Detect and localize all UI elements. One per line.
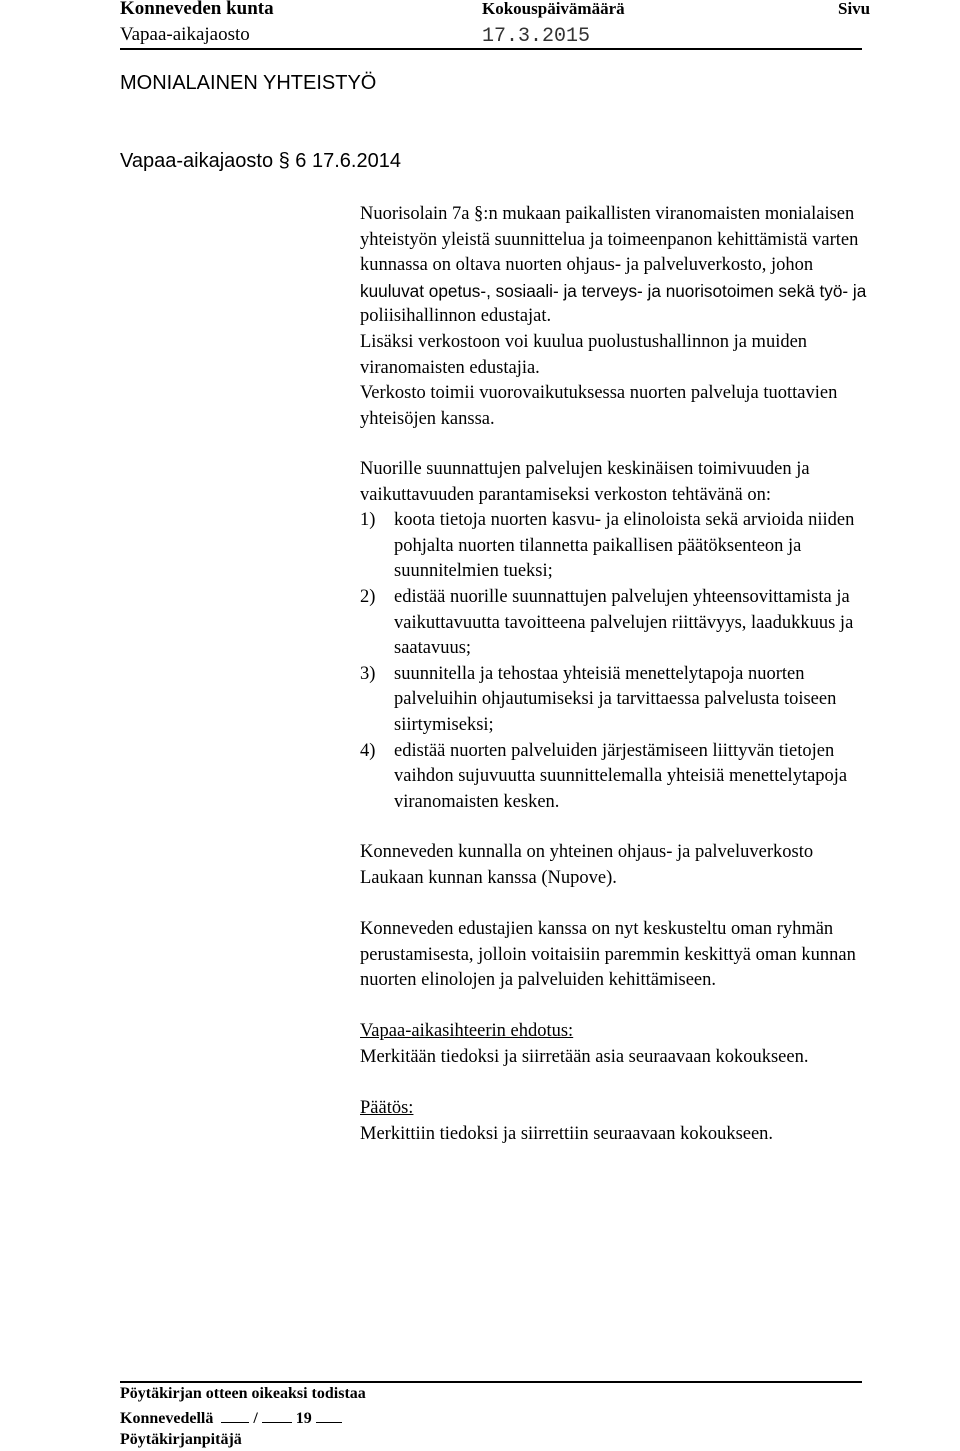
- list-item-line: viranomaisten kesken.: [394, 791, 560, 812]
- discussion-line: nuorten elinolojen ja palveluiden kehittämiseen.: [360, 970, 717, 991]
- certification-label: Pöytäkirjan otteen oikeaksi todistaa: [120, 1385, 366, 1402]
- list-item-line: saatavuus;: [394, 638, 472, 659]
- list-item-number: 1): [360, 510, 376, 531]
- list-item-line: suunnitelmien tueksi;: [394, 561, 553, 582]
- certification-place-line: [120, 1408, 342, 1428]
- network-line: Laukaan kunnan kanssa (Nupove).: [360, 867, 617, 888]
- footer-rule: [120, 1381, 862, 1383]
- meeting-date: 17.3.2015: [482, 25, 591, 48]
- page-label: Sivu: [838, 0, 871, 18]
- signer-label: Pöytäkirjanpitäjä: [120, 1431, 242, 1448]
- tasks-intro-line: Nuorille suunnattujen palvelujen keskinäisen toimivuuden ja: [360, 459, 810, 479]
- decision-label: Päätös:: [360, 1098, 414, 1118]
- proposal-text: Merkitään tiedoksi ja siirretään asia seuraavaan kokoukseen.: [360, 1046, 809, 1067]
- intro-line: kunnassa on oltava nuorten ohjaus- ja palveluverkosto, johon: [360, 255, 814, 276]
- discussion-line: perustamisesta, jolloin voitaisiin paremmin keskittyä oman kunnan: [360, 944, 856, 965]
- list-item: [360, 739, 960, 816]
- intro-line: yhteistyön yleistä suunnittelua ja toimeenpanon kehittämistä varten: [360, 229, 859, 250]
- certification-place: Konnevedellä: [120, 1410, 214, 1427]
- list-item-number: 4): [360, 740, 376, 761]
- intro-line: Nuorisolain 7a §:n mukaan paikallisten viranomaisten monialaisen: [360, 204, 855, 224]
- discussion-line: Konneveden edustajien kanssa on nyt keskusteltu oman ryhmän: [360, 919, 834, 939]
- list-item-line: edistää nuorten palveluiden järjestämiseen liittyvän tietojen: [394, 740, 835, 761]
- intro-line: Verkosto toimii vuorovaikutuksessa nuorten palveluja tuottavien: [360, 383, 838, 404]
- proposal-label: Vapaa-aikasihteerin ehdotus:: [360, 1021, 574, 1041]
- certification-year: 19: [295, 1410, 312, 1427]
- year-blank: [316, 1408, 342, 1423]
- proposal-section: [360, 1019, 960, 1070]
- date-separator: /: [253, 1410, 258, 1427]
- list-item-line: vaihdon sujuvuutta suunnittelemalla yhteisiä menettelytapoja: [394, 766, 848, 787]
- intro-line: yhteisöjen kanssa.: [360, 408, 495, 429]
- list-item: [360, 508, 960, 585]
- list-item-line: vaikuttavuutta tavoitteena palvelujen riittävyys, laadukkuus ja: [394, 612, 854, 633]
- list-item-line: suunnitella ja tehostaa yhteisiä menettelytapoja nuorten: [394, 663, 805, 684]
- decision-section: [360, 1096, 960, 1147]
- network-line: Konneveden kunnalla on yhteinen ohjaus- ja palveluverkosto: [360, 842, 814, 862]
- tasks-intro-line: vaikuttavuuden parantamiseksi verkoston tehtävänä on:: [360, 484, 771, 505]
- list-item-number: 3): [360, 663, 376, 684]
- network-paragraph: [360, 840, 960, 891]
- header-rule: [120, 48, 862, 50]
- day-blank: [221, 1408, 249, 1423]
- intro-paragraph: [360, 202, 960, 432]
- list-item-line: pohjalta nuorten tilannetta paikallisen päätöksenteon ja: [394, 535, 802, 556]
- intro-line: poliisihallinnon edustajat.: [360, 306, 552, 327]
- list-item-line: palveluihin ohjautumiseksi ja tarvittaessa palvelusta toiseen: [394, 689, 837, 710]
- intro-line: Lisäksi verkostoon voi kuulua puolustushallinnon ja muiden: [360, 331, 808, 352]
- committee-name: Vapaa-aikajaosto: [120, 24, 250, 45]
- list-item: [360, 662, 960, 739]
- list-item-line: siirtymiseksi;: [394, 714, 494, 735]
- intro-line: kuuluvat opetus-, sosiaali- ja terveys- ja nuorisotoimen sekä työ- ja: [360, 280, 867, 301]
- decision-text: Merkittiin tiedoksi ja siirrettiin seuraavaan kokoukseen.: [360, 1123, 774, 1144]
- month-blank: [262, 1408, 292, 1423]
- discussion-paragraph: [360, 917, 960, 994]
- list-item-number: 2): [360, 586, 376, 607]
- municipality-name: Konneveden kunta: [120, 0, 274, 19]
- meeting-date-label: Kokouspäivämäärä: [482, 0, 625, 18]
- list-item-line: edistää nuorille suunnattujen palvelujen yhteensovittamista ja: [394, 586, 850, 607]
- intro-line: viranomaisten edustajia.: [360, 357, 540, 378]
- list-item: [360, 585, 960, 662]
- meeting-reference: Vapaa-aikajaosto § 6 17.6.2014: [120, 150, 401, 172]
- list-item-line: koota tietoja nuorten kasvu- ja elinoloista sekä arvioida niiden: [394, 510, 855, 531]
- tasks-list: [360, 508, 960, 815]
- tasks-section: [360, 457, 960, 815]
- section-title: MONIALAINEN YHTEISTYÖ: [120, 72, 377, 94]
